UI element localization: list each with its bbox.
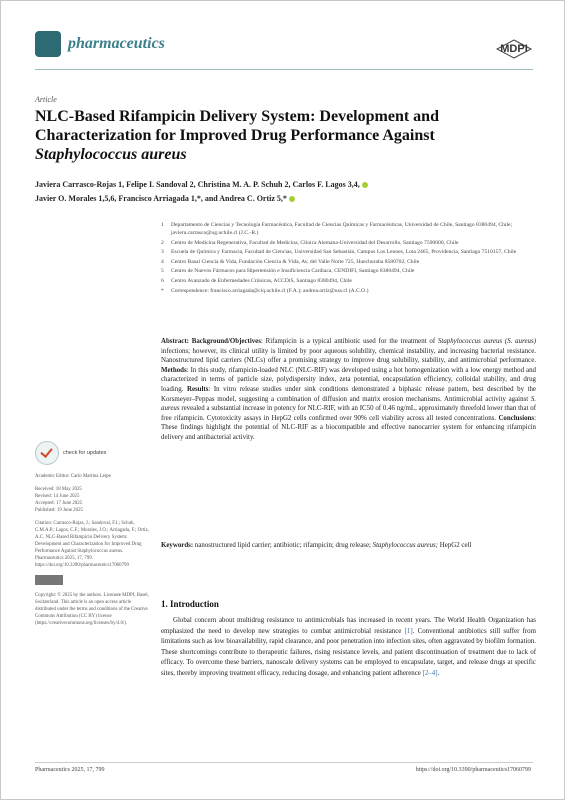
cc-license-icon[interactable] [35,575,63,585]
affiliation-text: Centro Avanzado de Enfermedades Crónicas, ACCDiS, Santiago 8380494, Chile [171,277,352,284]
date-received: Received: 18 May 2025 [35,487,82,492]
affiliation-item [161,239,536,247]
academic-editor: Academic Editor: Carlo Martina Leipe [35,474,111,479]
check-updates-icon [35,441,59,465]
keywords-italic: Staphylococcus aureus; [372,542,439,549]
authors-line-2: Javier O. Morales 1,5,6, Francisco Arriagada 1,*, and Andrea C. Ortiz 5,* [35,194,287,203]
affiliation-item [161,221,536,237]
orcid-icon[interactable] [289,196,295,202]
paper-title [35,107,535,164]
date-accepted: Accepted: 17 June 2025 [35,501,83,506]
affiliation-item [161,248,536,256]
keywords-text: nanostructured lipid carrier; antibiotic; rifampicin; drug release; [194,542,371,549]
results-label: Results [186,385,209,393]
affiliation-text: Centro de Medicina Regenerativa, Facultad de Medicina, Clínica Alemana-Universidad del Desarrollo, Santiago 7590000, Chile [171,239,459,246]
publisher-logo [495,39,533,59]
affiliation-text: Departamento de Ciencias y Tecnología Farmacéutica, Facultad de Ciencias Químicas y Farmacéuticas, Universidad de Chile, Santiago 8380494, Chile; javiera.carrasco@ug.uchile.cl (J.C.-R.) [171,222,513,236]
reference-link[interactable]: [1] [404,627,413,635]
affiliation-number: 3 [161,249,164,256]
sidebar [35,441,150,633]
keywords [161,541,536,551]
orcid-icon[interactable] [362,182,368,188]
date-published: Published: 19 June 2025 [35,508,83,513]
title-main: NLC-Based Rifampicin Delivery System: Development and Characterization for Improved Drug Performance Against [35,108,439,144]
affiliation-text: Correspondence: francisco.arriagada@ciq.uchile.cl (F.A.); andrea.ortiz@uss.cl (A.C.O.) [171,287,369,294]
affiliation-text: Centro de Nuevos Fármacos para Hipertensión e Insuficiencia Cardiaca, CENDIFI, Santiago 8380494, Chile [171,268,415,275]
author-list [35,178,535,206]
affiliation-number: * [161,287,164,294]
reference-link[interactable]: [2–4] [422,669,438,677]
intro-text: Global concern about multidrug resistance to antimicrobials has increased in recent years. The World Health Organization has emphasized the need to develop new strategies to combat antimicrobial resistance [161,617,536,635]
abstract-text: : These findings highlight the potential of NLC-RIF as a biocompatible and effective nanocarrier system for enhancing rifampicin delivery and antibacterial activity. [161,414,536,441]
affiliation-number: 5 [161,268,164,275]
citation: Citation: Carrasco-Rojas, J.; Sandoval, F.I.; Schuh, C.M.A.P.; Lagos, C.F.; Morales, J.O.; Arriagada, F.; Ortiz, A.C. NLC-Based Rifampicin Delivery System: Development and Characterization for Improved Drug Performance Against Staphylococcus aureus. Pharmaceutics 2025, 17, 799. https://doi.org/10.3390/pharmaceutics17060799 [35,521,149,568]
affiliation-number: 4 [161,258,164,265]
intro-text: . [437,669,440,677]
header-rule [35,69,533,70]
keywords-tail: HepG2 cell [439,542,472,549]
footer-doi[interactable]: https://doi.org/10.3390/pharmaceutics17060799 [415,767,531,773]
footer-citation: Pharmaceutics 2025, 17, 799 [35,767,105,773]
journal-name: pharmaceutics [68,35,165,52]
introduction-text [161,616,536,680]
affiliation-item [161,258,536,266]
abstract [161,337,536,443]
affiliation-text: Centro Basal Ciencia & Vida, Fundación Ciencia & Vida, Av. del Valle Norte 725, Huechuraba 8580702, Chile [171,258,420,265]
abstract-label: Abstract: [161,338,189,345]
affiliation-item [161,267,536,275]
date-revised: Revised: 14 June 2025 [35,494,80,499]
affiliation-text: Escuela de Química y Farmacia, Facultad de Ciencias, Universidad San Sebastián, Campus Los Leones, Lota 2465, Providencia, Santiago 7510157, Chile [171,249,517,256]
copyright: Copyright: © 2025 by the authors. Licensee MDPI, Basel, Switzerland. This article is an open access article distributed under the terms and conditions of the Creative Commons Attribution (CC BY) license (https://creativecommons.org/licenses/by/4.0/). [35,593,149,626]
footer-rule [35,762,533,763]
authors-line-1: Javiera Carrasco-Rojas 1, Felipe I. Sandoval 2, Christina M. A. P. Schuh 2, Carlos F. Lagos 3,4, [35,180,360,189]
affiliation-number: 2 [161,239,164,246]
publisher-name: MDPI [500,43,528,55]
journal-logo-icon [35,31,61,57]
intro-text: . Conventional antibiotics still suffer from limitations such as low bioavailability, rapid clearance, and poor penetration into infection sites, often aggravated by biofilm formation. These shortcomings contribute to therapeutic failures, rising resistance levels, and patient discontinuation of treatment due to lack of efficacy. To overcome these barriers, nanoscale delivery systems can be employed to encapsulate, target, and release drugs at specific sites, thereby improving treatment efficacy, reducing dosage, and enhancing patient adherence [161,627,536,677]
abstract-italic: Staphylococcus aureus (S. aureus) [437,338,536,345]
conclusions-label: Conclusions [498,414,535,422]
correspondence [161,287,536,295]
dates [35,486,150,514]
abstract-text: infections; however, its clinical utility is limited by poor aqueous solubility, chemical instability, and increasing bacterial resistance. Nanostructured lipid carriers (NLCs) offer a promising strategy to improve drug solubility, stability, and antimicrobial performance. [161,347,536,365]
title-italic: Staphylococcus aureus [35,146,187,163]
affiliation-number: 1 [161,222,164,228]
affiliations [161,221,536,296]
abstract-text: : In vitro release studies under sink conditions demonstrated a biphasic release pattern, best described by the Korsmeyer–Peppas model, suggesting a combination of diffusion and matrix erosion mechanisms. Antimicrobial activity against [161,385,536,403]
article-type: Article [35,95,57,104]
keywords-label: Keywords: [161,542,194,549]
background-label: Background/Objectives [191,338,261,345]
check-for-updates[interactable] [35,441,150,465]
abstract-text: : In this study, rifampicin-loaded NLC (NLC-RIF) was developed using a hot homogenization with a low energy method and characterized in terms of particle size, polydispersity index, zeta potential, encapsulation efficiency, colloidal stability, and drug loading. [161,366,536,393]
abstract-text: : Rifampicin is a typical antibiotic used for the treatment of [260,338,436,345]
abstract-italic: S. aureus [161,395,536,413]
abstract-text: revealed a substantial increase in potency for NLC-RIF, with an IC50 of 0.46 ng/mL, approximately threefold lower than that of free rifampicin. Cytotoxicity assays in HepG2 cells confirmed over 90% cell viability across all tested concentrations. [161,405,536,422]
section-heading: 1. Introduction [161,599,219,609]
affiliation-item [161,277,536,285]
check-updates-label: check for updates [63,449,107,456]
affiliation-number: 6 [161,277,164,284]
methods-label: Methods [161,366,187,374]
